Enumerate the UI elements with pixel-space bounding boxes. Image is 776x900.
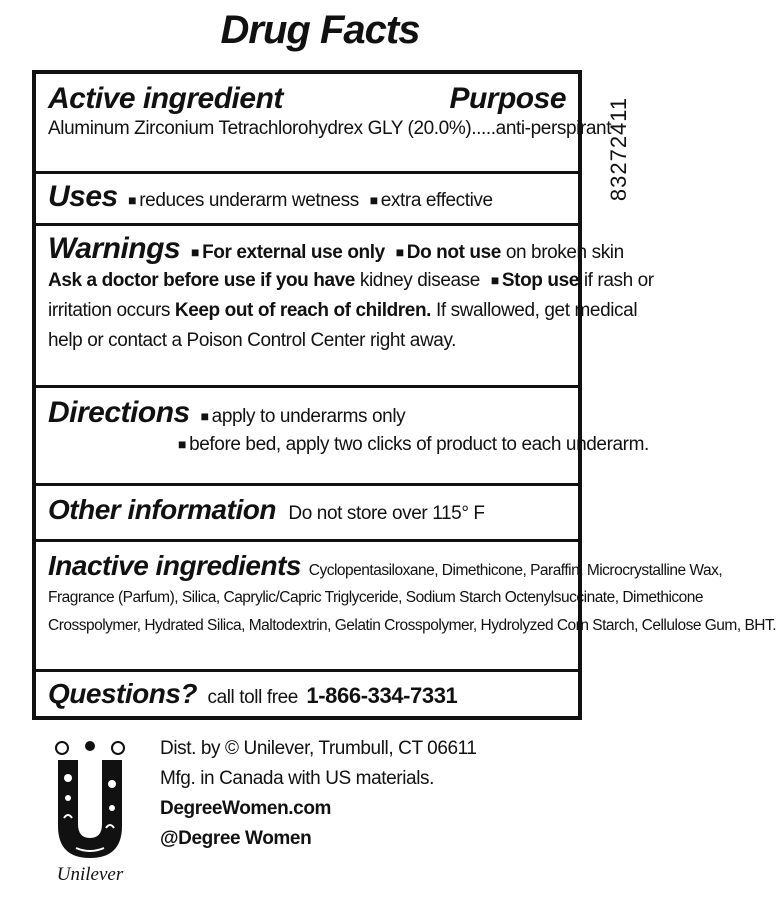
section-other-information — [36, 486, 578, 542]
inactive-line-3: Crosspolymer, Hydrated Silica, Maltodextrin, Gelatin Crosspolymer, Hydrolyzed Corn Starch, Cellulose Gum, BHT. — [48, 617, 776, 634]
active-ingredient-heading: Active ingredient — [48, 82, 283, 115]
questions-heading: Questions? — [48, 678, 198, 709]
uses-item-1: reduces underarm wetness — [139, 190, 359, 211]
warning-do-not-use: Do not use — [406, 242, 501, 263]
warning-keep-out-rest: If swallowed, get medical — [431, 300, 638, 321]
section-warnings — [36, 226, 654, 388]
bullet-icon: ■ — [128, 192, 137, 208]
questions-phone: 1-866-334-7331 — [306, 683, 458, 708]
directions-heading: Directions — [48, 396, 190, 429]
dist-line-2: Mfg. in Canada with US materials. — [160, 768, 435, 789]
section-inactive-ingredients — [36, 542, 776, 672]
warnings-line-3 — [48, 300, 638, 322]
active-heading-row — [48, 82, 566, 116]
directions-line-2 — [48, 434, 649, 456]
directions-line-1 — [48, 396, 566, 430]
website-link[interactable]: DegreeWomen.com — [160, 798, 332, 819]
inactive-ingredients-text-1: Cyclopentasiloxane, Dimethicone, Paraffin, Microcrystalline Wax, — [308, 562, 723, 579]
warnings-line-1 — [48, 232, 624, 266]
unilever-logo — [40, 738, 140, 888]
section-active-ingredient — [36, 74, 612, 174]
bullet-icon: ■ — [369, 192, 378, 208]
warning-external-use: For external use only — [202, 242, 385, 263]
inactive-line-1 — [48, 550, 723, 582]
warnings-line-2 — [48, 270, 654, 292]
bullet-icon: ■ — [490, 272, 499, 288]
directions-item-2: before bed, apply two clicks of product to each underarm. — [189, 434, 649, 455]
svg-text:Unilever: Unilever — [56, 864, 124, 885]
bullet-icon: ■ — [178, 436, 187, 452]
section-uses — [36, 174, 578, 226]
uses-items — [122, 190, 493, 211]
warnings-line-4: help or contact a Poison Control Center right away. — [48, 330, 457, 351]
active-ingredient-text: Aluminum Zirconium Tetrachlorohydrex GLY (20.0%).....anti-perspirant — [48, 118, 612, 139]
warning-keep-out: Keep out of reach of children. — [174, 300, 432, 321]
warning-stop-use: Stop use — [501, 270, 579, 291]
page-title: Drug Facts — [220, 8, 420, 52]
bullet-icon: ■ — [200, 408, 209, 424]
bullet-icon: ■ — [395, 244, 404, 260]
distributor-info — [160, 738, 600, 858]
section-directions — [36, 388, 649, 486]
inactive-ingredients-heading: Inactive ingredients — [48, 550, 301, 581]
warning-ask-doctor-rest: kidney disease — [354, 270, 480, 291]
dist-line-1: Dist. by © Unilever, Trumbull, CT 06611 — [160, 738, 477, 759]
social-handle[interactable]: @Degree Women — [160, 828, 312, 849]
warning-stop-use-rest: if rash or — [578, 270, 654, 291]
uses-item-2: extra effective — [380, 190, 493, 211]
uses-heading: Uses — [48, 180, 118, 213]
other-information-heading: Other information — [48, 494, 276, 525]
directions-item-1: apply to underarms only — [211, 406, 406, 427]
unilever-u-icon — [40, 738, 140, 888]
section-questions — [36, 672, 578, 718]
warning-do-not-use-rest: on broken skin — [500, 242, 624, 263]
other-information-text: Do not store over 115° F — [288, 503, 485, 524]
questions-text: call toll free — [207, 687, 298, 708]
warnings-heading: Warnings — [48, 232, 181, 265]
warning-ask-doctor: Ask a doctor before use if you have — [48, 270, 355, 291]
warning-irritation: irritation occurs — [48, 300, 175, 321]
side-code-text: 83272411 — [606, 96, 631, 202]
inactive-line-2: Fragrance (Parfum), Silica, Caprylic/Capric Triglyceride, Sodium Starch Octenylsuccinate, Dimethicone — [48, 589, 703, 606]
bullet-icon: ■ — [191, 244, 200, 260]
side-code — [584, 76, 654, 226]
purpose-heading: Purpose — [449, 82, 566, 115]
